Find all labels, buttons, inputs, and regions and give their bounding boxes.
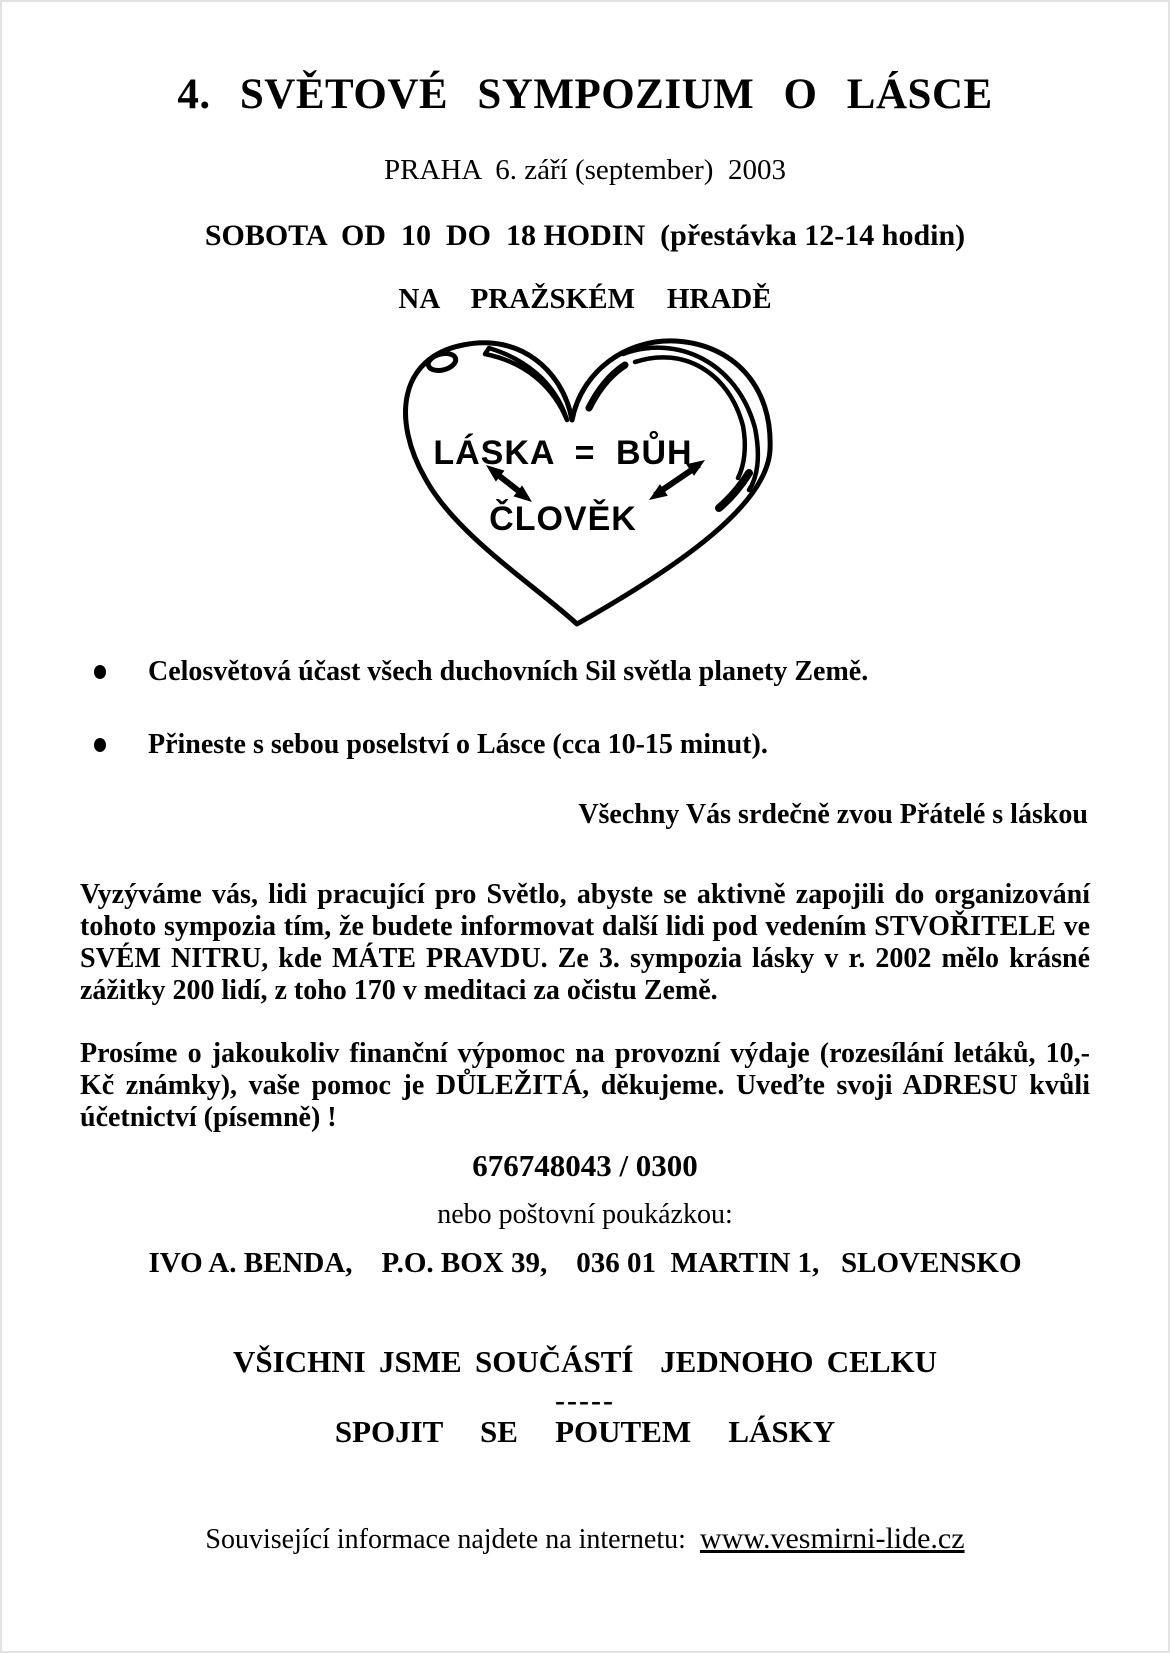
website-link[interactable]: www.vesmirni-lide.cz	[699, 1522, 965, 1555]
heart-outline-shape	[406, 341, 771, 624]
footer-text: Související informace najdete na internetu:	[205, 1524, 686, 1555]
slogan-divider: -----	[555, 1384, 615, 1417]
list-item	[90, 656, 1090, 688]
bullet-list	[90, 656, 1090, 761]
event-venue-line: NA PRAŽSKÉM HRADĚ	[398, 283, 772, 315]
bullet-text: Celosvětová účast všech duchovních Sil světla planety Země.	[148, 656, 869, 687]
list-item	[90, 729, 1090, 761]
bullet-dot-icon	[94, 665, 106, 679]
event-date-line: PRAHA 6. září (september) 2003	[384, 154, 786, 186]
page-title: 4. SVĚTOVÉ SYMPOZIUM O LÁSCE	[177, 71, 993, 118]
heart-left-highlight	[485, 348, 567, 420]
paragraph-donation-request: Prosíme o jakoukoliv finanční výpomoc na provozní výdaje (rozesílání letáků, 10,- Kč známky), vaše pomoc je DŮLEŽITÁ, děkujeme. Uveďte svoji ADRESU kvůli účetnictví (písemně) !	[80, 1038, 1090, 1133]
heart-person-label: ČLOVĚK	[489, 500, 637, 538]
heart-oval-highlight	[426, 351, 457, 373]
event-time-line: SOBOTA OD 10 DO 18 HODIN (přestávka 12-14 hodin)	[204, 219, 966, 252]
slogan-line-2: SPOJIT SE POUTEM LÁSKY	[334, 1414, 836, 1449]
postal-address-line: IVO A. BENDA, P.O. BOX 39, 036 01 MARTIN 1, SLOVENSKO	[148, 1247, 1022, 1279]
invitation-line: Všechny Vás srdečně zvou Přátelé s láskou	[578, 799, 1088, 830]
slogan-line-1: VŠICHNI JSME SOUČÁSTÍ JEDNOHO CELKU	[233, 1344, 937, 1379]
paragraph-organizing-call: Vyzýváme vás, lidi pracující pro Světlo, abyste se aktivně zapojili do organizování tohoto sympozia tím, že budete informovat další lidi pod vedením STVOŘITELE ve SVÉM NITRU, kde MÁTE PRAVDU. Ze 3. sympozia lásky v r. 2002 mělo krásné zážitky 200 lidí, z toho 170 v meditaci za očistu Země.	[80, 879, 1090, 1006]
bullet-dot-icon	[94, 738, 106, 752]
footer-line	[2, 1522, 1168, 1557]
heart-diagram	[385, 332, 785, 632]
bullet-text: Přineste s sebou poselství o Lásce (cca 10-15 minut).	[148, 729, 768, 760]
postal-order-note: nebo poštovní poukázkou:	[437, 1199, 733, 1230]
bank-account-number: 676748043 / 0300	[472, 1148, 698, 1183]
heart-equation-label: LÁSKA = BŮH	[433, 434, 693, 472]
